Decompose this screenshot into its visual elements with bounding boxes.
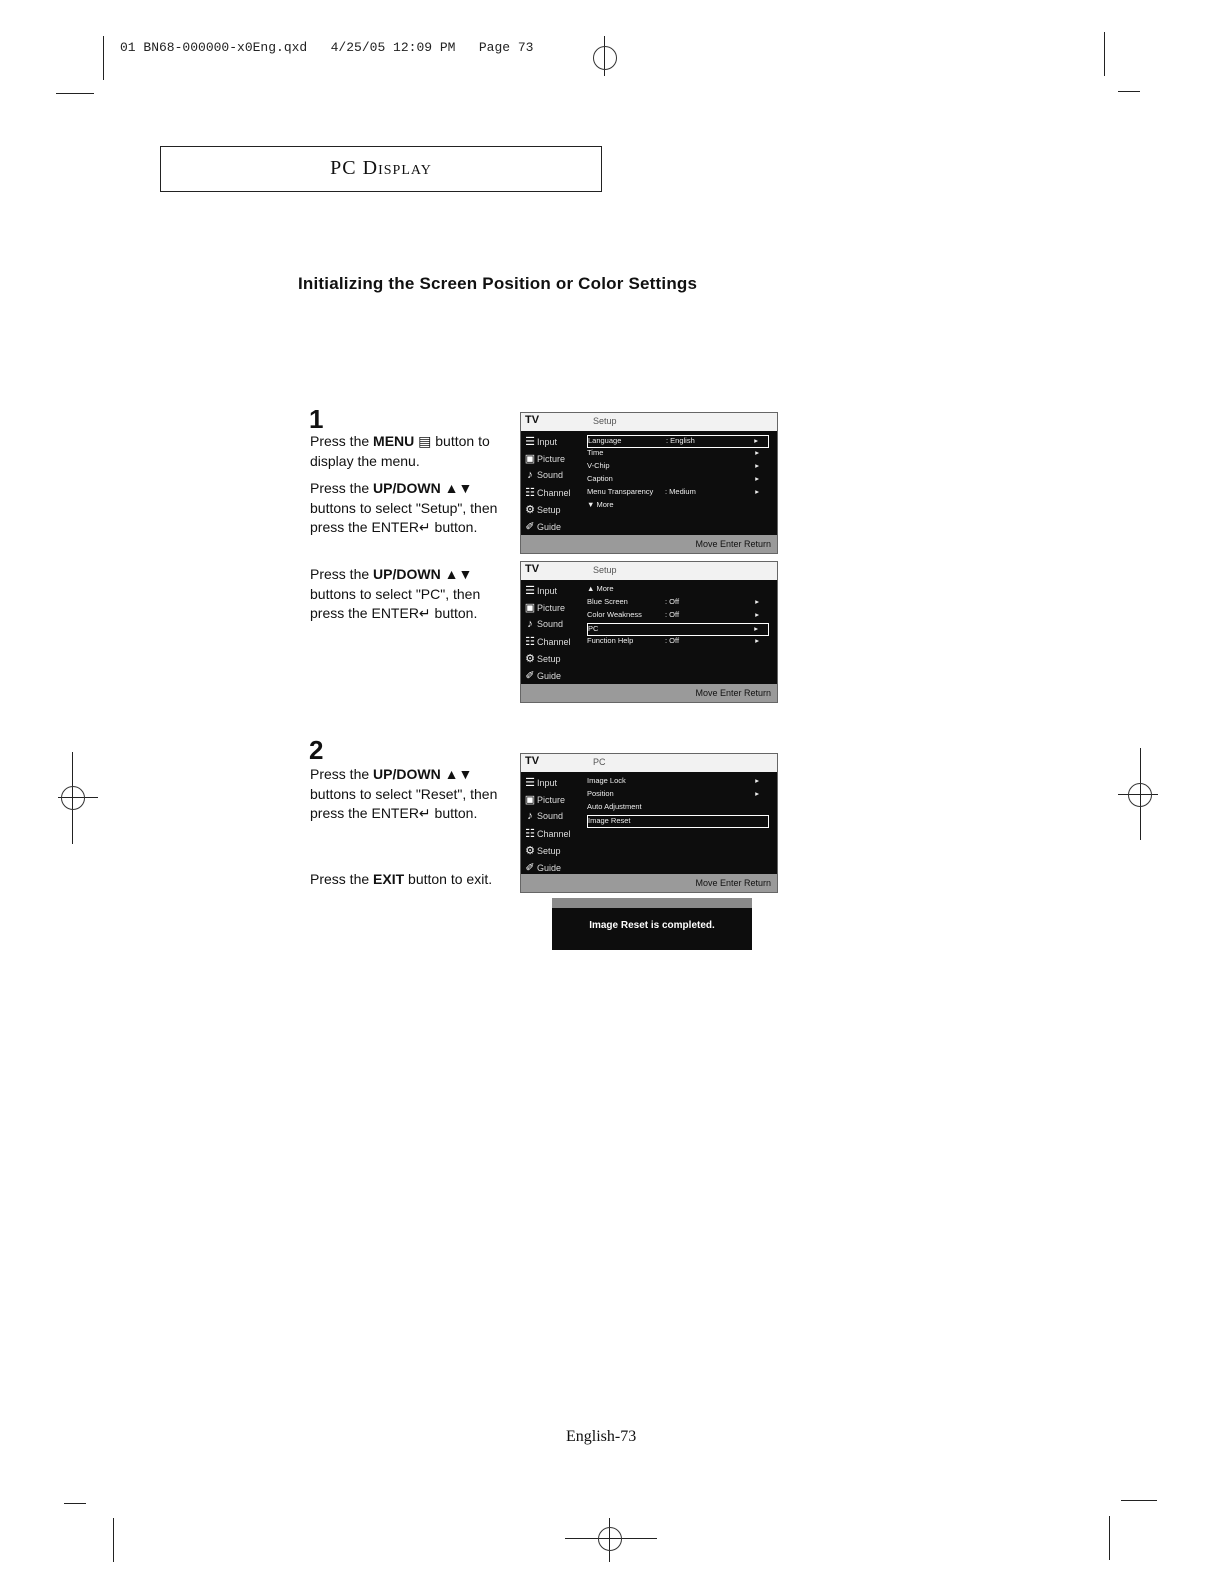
text-run: ▤ button to display the menu.	[310, 433, 490, 469]
bold-run: MENU	[373, 433, 415, 449]
chevron-right-icon: ▸	[755, 448, 759, 457]
tv-menu-screenshot	[520, 412, 778, 554]
input-icon: ☰	[525, 777, 535, 789]
registration-mark	[598, 1527, 622, 1551]
chevron-right-icon: ▸	[755, 636, 759, 645]
sidebar-item-channel[interactable]	[523, 827, 581, 845]
menu-row-value: : Off	[665, 597, 680, 606]
menu-row-label: Auto Adjustment	[587, 802, 642, 811]
menu-sidebar	[521, 580, 581, 682]
menu-row-label: ▼ More	[587, 500, 614, 509]
menu-row-value: : Off	[665, 636, 680, 645]
sidebar-item-input[interactable]	[523, 776, 581, 794]
sidebar-item-sound[interactable]	[523, 810, 581, 828]
text-run: Press the	[310, 433, 374, 449]
step-paragraph	[310, 765, 510, 824]
step-paragraph	[310, 432, 510, 471]
setup-icon: ⚙	[525, 653, 535, 665]
chevron-right-icon: ▸	[755, 487, 759, 496]
menu-row-label: Image Lock	[587, 776, 626, 785]
chevron-right-icon: ▸	[755, 461, 759, 470]
bold-run: UP/DOWN ▲▼	[373, 766, 473, 782]
chevron-right-icon: ▸	[754, 436, 758, 445]
sidebar-item-input[interactable]	[523, 435, 581, 453]
menu-rows	[587, 435, 769, 513]
menu-row-label: Blue Screen	[587, 597, 628, 606]
menu-row-label: Language	[588, 436, 622, 445]
crop-mark	[1118, 91, 1140, 92]
sound-icon: ♪	[527, 618, 533, 630]
sidebar-item-channel[interactable]	[523, 635, 581, 653]
sidebar-item-label: Setup	[537, 846, 561, 856]
input-icon: ☰	[525, 436, 535, 448]
channel-icon: ☷	[525, 487, 535, 499]
page-heading: Initializing the Screen Position or Color Settings	[298, 274, 698, 293]
crop-mark	[1109, 1516, 1110, 1560]
crop-mark	[1121, 1500, 1157, 1501]
menu-row[interactable]	[587, 448, 769, 461]
menu-row[interactable]	[587, 610, 769, 623]
tv-label: TV	[525, 755, 540, 767]
chevron-right-icon: ▸	[755, 776, 759, 785]
menu-help-bar: Move Enter Return	[521, 535, 777, 553]
sidebar-item-label: Guide	[537, 863, 562, 873]
registration-mark	[593, 46, 617, 70]
guide-icon: ✐	[525, 521, 535, 533]
menu-title: Setup	[593, 565, 617, 575]
menu-sidebar	[521, 772, 581, 872]
menu-row[interactable]	[587, 597, 769, 610]
menu-row[interactable]	[587, 776, 769, 789]
bold-run: UP/DOWN ▲▼	[373, 480, 473, 496]
picture-icon: ▣	[524, 602, 536, 614]
menu-rows	[587, 584, 769, 649]
step-number: 1	[309, 404, 324, 434]
chevron-right-icon: ▸	[755, 789, 759, 798]
crop-mark	[64, 1503, 86, 1504]
sidebar-item-label: Channel	[537, 637, 571, 647]
menu-row[interactable]	[587, 636, 769, 649]
menu-title: PC	[593, 757, 606, 767]
menu-row-label: Menu Transparency	[587, 487, 654, 496]
menu-row-label: Caption	[587, 474, 613, 483]
menu-row[interactable]	[587, 461, 769, 474]
menu-row[interactable]	[587, 474, 769, 487]
sidebar-item-picture[interactable]	[523, 601, 581, 619]
step-paragraph	[310, 565, 510, 624]
menu-row[interactable]	[587, 487, 769, 500]
setup-icon: ⚙	[525, 504, 535, 516]
sidebar-item-label: Channel	[537, 829, 571, 839]
menu-row[interactable]	[587, 435, 769, 448]
step-paragraph	[310, 870, 510, 890]
sidebar-item-label: Sound	[537, 811, 564, 821]
menu-help-bar: Move Enter Return	[521, 874, 777, 892]
sidebar-item-label: Setup	[537, 654, 561, 664]
sound-icon: ♪	[527, 810, 533, 822]
sidebar-item-label: Channel	[537, 488, 571, 498]
bold-run: EXIT	[373, 871, 405, 887]
image-reset-message	[552, 898, 752, 950]
menu-title-bar	[521, 562, 777, 580]
tv-label: TV	[525, 414, 540, 426]
menu-row-value: : English	[666, 436, 695, 445]
sidebar-item-label: Picture	[537, 795, 566, 805]
menu-title: Setup	[593, 416, 617, 426]
chevron-right-icon: ▸	[755, 597, 759, 606]
menu-row-label: Image Reset	[588, 816, 631, 825]
menu-row-value: : Medium	[665, 487, 696, 496]
crop-mark	[113, 1518, 114, 1562]
bold-run: UP/DOWN ▲▼	[373, 566, 473, 582]
menu-row-label: Time	[587, 448, 604, 457]
tv-menu-screenshot	[520, 561, 778, 703]
sidebar-item-label: Input	[537, 778, 558, 788]
menu-row[interactable]	[587, 584, 769, 597]
crop-mark	[1104, 32, 1105, 76]
menu-row[interactable]	[587, 500, 769, 513]
text-run: Press the	[310, 566, 374, 582]
menu-row[interactable]	[587, 815, 769, 828]
channel-icon: ☷	[525, 636, 535, 648]
message-text: Image Reset is completed.	[589, 920, 715, 931]
menu-row-label: Position	[587, 789, 614, 798]
input-icon: ☰	[525, 585, 535, 597]
menu-row-label: ▲ More	[587, 584, 614, 593]
sidebar-item-label: Picture	[537, 603, 566, 613]
picture-icon: ▣	[524, 794, 536, 806]
sidebar-item-picture[interactable]	[523, 793, 581, 811]
chevron-right-icon: ▸	[755, 474, 759, 483]
section-title-box	[160, 146, 602, 192]
text-run: Press the	[310, 480, 374, 496]
sidebar-item-label: Input	[537, 437, 558, 447]
menu-sidebar	[521, 431, 581, 533]
chevron-right-icon: ▸	[754, 624, 758, 633]
setup-icon: ⚙	[525, 845, 535, 857]
menu-help-bar: Move Enter Return	[521, 684, 777, 702]
sidebar-item-label: Guide	[537, 671, 562, 681]
text-run: buttons to select "Setup", then press the ENTER↵ button.	[310, 499, 498, 535]
registration-mark	[1128, 783, 1152, 807]
step-paragraph	[310, 479, 510, 538]
channel-icon: ☷	[525, 828, 535, 840]
sidebar-item-label: Sound	[537, 470, 564, 480]
menu-title-bar	[521, 754, 777, 772]
menu-row-label: V-Chip	[587, 461, 610, 470]
sidebar-item-setup[interactable]	[523, 652, 581, 670]
sidebar-item-picture[interactable]	[523, 452, 581, 470]
chevron-right-icon: ▸	[755, 610, 759, 619]
menu-row[interactable]	[587, 623, 769, 636]
print-header: 01 BN68-000000-x0Eng.qxd 4/25/05 12:09 PM Page 73	[120, 40, 534, 55]
registration-mark	[61, 786, 85, 810]
step-number: 2	[309, 735, 324, 765]
crop-mark	[103, 36, 104, 80]
menu-row-label: PC	[588, 624, 599, 633]
menu-title-bar	[521, 413, 777, 431]
sidebar-item-setup[interactable]	[523, 503, 581, 521]
picture-icon: ▣	[524, 453, 536, 465]
sidebar-item-label: Guide	[537, 522, 562, 532]
crop-mark	[56, 93, 94, 94]
text-run: Press the	[310, 871, 374, 887]
message-stripe	[552, 898, 752, 908]
menu-row-label: Function Help	[587, 636, 634, 645]
tv-menu-screenshot	[520, 753, 778, 893]
sidebar-item-label: Picture	[537, 454, 566, 464]
text-run: buttons to select "PC", then press the ENTER↵ button.	[310, 585, 481, 621]
sidebar-item-label: Setup	[537, 505, 561, 515]
text-run: button to exit.	[404, 871, 493, 887]
page-footer: English-73	[566, 1428, 637, 1445]
sidebar-item-label: Sound	[537, 619, 564, 629]
sidebar-item-channel[interactable]	[523, 486, 581, 504]
menu-row-value: : Off	[665, 610, 680, 619]
sidebar-item-label: Input	[537, 586, 558, 596]
sidebar-item-sound[interactable]	[523, 469, 581, 487]
sidebar-item-input[interactable]	[523, 584, 581, 602]
tv-label: TV	[525, 563, 540, 575]
menu-row[interactable]	[587, 789, 769, 802]
menu-rows	[587, 776, 769, 828]
sidebar-item-setup[interactable]	[523, 844, 581, 862]
menu-row[interactable]	[587, 802, 769, 815]
guide-icon: ✐	[525, 670, 535, 682]
guide-icon: ✐	[525, 862, 535, 874]
sound-icon: ♪	[527, 469, 533, 481]
sidebar-item-sound[interactable]	[523, 618, 581, 636]
menu-row-label: Color Weakness	[587, 610, 642, 619]
section-title: PC Display	[330, 157, 432, 179]
text-run: Press the	[310, 766, 374, 782]
text-run: buttons to select "Reset", then press the ENTER↵ button.	[310, 785, 498, 821]
